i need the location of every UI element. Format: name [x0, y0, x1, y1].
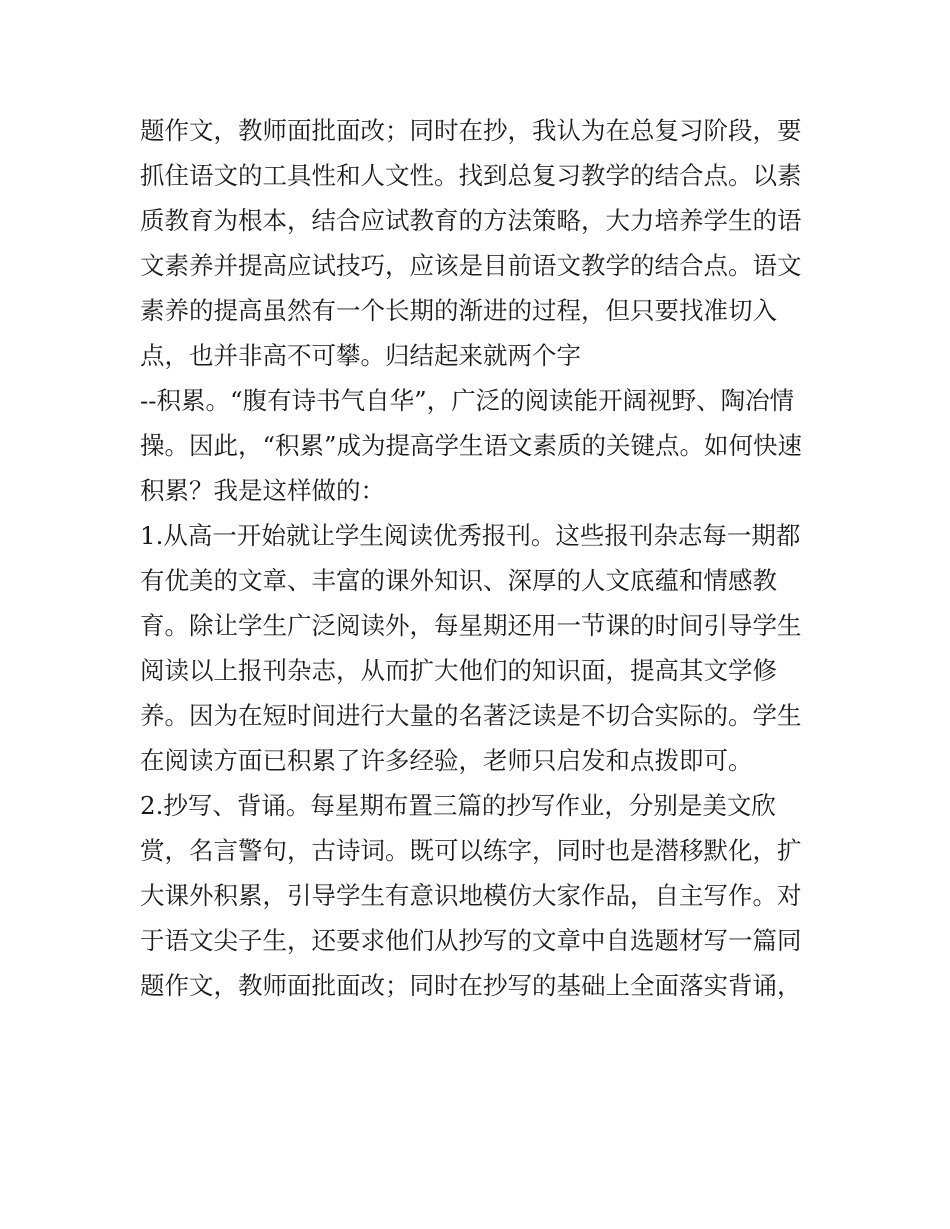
text-line-9: 积累？我是这样做的：: [140, 476, 385, 505]
text-line-2: 抓住语文的工具性和人文性。找到总复习教学的结合点。以素: [140, 161, 802, 190]
text-line-14: 养。因为在短时间进行大量的名著泛读是不切合实际的。学生: [140, 701, 802, 730]
text-line-17: 赏，名言警句，古诗词。既可以练字，同时也是潜移默化，扩: [140, 836, 802, 865]
text-line-12: 育。除让学生广泛阅读外，每星期还用一节课的时间引导学生: [140, 611, 802, 640]
text-line-8: 操。因此，“积累”成为提高学生语文素质的关键点。如何快速: [140, 431, 803, 460]
text-line-4: 文素养并提高应试技巧，应该是目前语文教学的结合点。语文: [140, 251, 802, 280]
text-line-1: 题作文，教师面批面改；同时在抄，我认为在总复习阶段，要: [140, 116, 802, 145]
text-line-19: 于语文尖子生，还要求他们从抄写的文章中自选题材写一篇同: [140, 926, 802, 955]
text-line-11: 有优美的文章、丰富的课外知识、深厚的人文底蕴和情感教: [140, 566, 777, 595]
text-line-3: 质教育为根本，结合应试教育的方法策略，大力培养学生的语: [140, 206, 802, 235]
text-line-10: 1.从高一开始就让学生阅读优秀报刊。这些报刊杂志每一期都: [140, 521, 801, 550]
text-line-15: 在阅读方面已积累了许多经验，老师只启发和点拨即可。: [140, 746, 753, 775]
text-line-6: 点，也并非高不可攀。归结起来就两个字: [140, 341, 581, 370]
text-line-16: 2.抄写、背诵。每星期布置三篇的抄写作业，分别是美文欣: [140, 791, 776, 820]
text-line-18: 大课外积累，引导学生有意识地模仿大家作品，自主写作。对: [140, 881, 802, 910]
text-line-20: 题作文，教师面批面改；同时在抄写的基础上全面落实背诵，: [140, 971, 802, 1000]
text-line-7: --积累。“腹有诗书气自华”，广泛的阅读能开阔视野、陶冶情: [140, 386, 795, 415]
body-text: [140, 108, 820, 1008]
text-line-5: 素养的提高虽然有一个长期的渐进的过程，但只要找准切入: [140, 296, 777, 325]
text-line-13: 阅读以上报刊杂志，从而扩大他们的知识面，提高其文学修: [140, 656, 777, 685]
